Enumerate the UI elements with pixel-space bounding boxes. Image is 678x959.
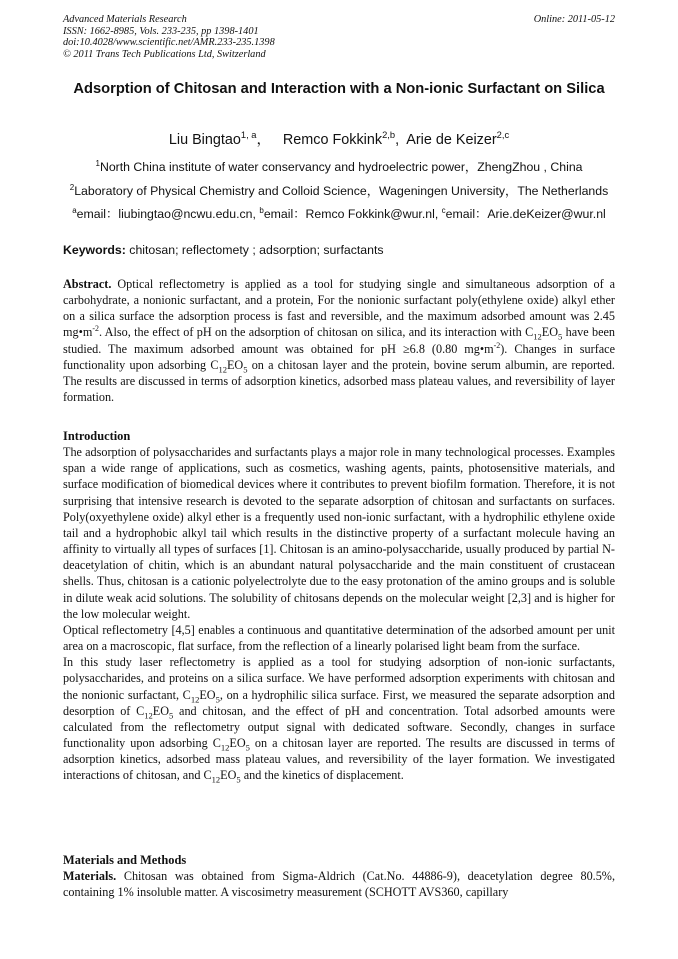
author-name: Liu Bingtao xyxy=(168,132,241,148)
author-name: Arie de Keizer xyxy=(406,132,497,148)
email-text: email：Remco Fokkink@wur.nl, xyxy=(263,207,442,221)
keywords xyxy=(63,243,615,258)
keywords-label: Keywords: xyxy=(63,243,126,257)
author-separator: ， xyxy=(256,132,271,148)
subscript: 5 xyxy=(236,774,241,785)
doi-line: doi:10.4028/www.scientific.net/AMR.233-235.1398 xyxy=(63,37,275,49)
subscript: 5 xyxy=(243,364,248,375)
paragraph-text: and chitosan, and the effect of pH and concentration. Total adsorbed amounts were calculated from the reflectometry output signal with dedicated software. Secondly, changes in surface functionality upon adsorbing C xyxy=(63,703,615,750)
introduction-section xyxy=(63,428,615,783)
paragraph-text: EO xyxy=(152,703,170,718)
paragraph-text: EO xyxy=(199,687,216,702)
affiliation xyxy=(63,184,615,199)
email-list xyxy=(63,207,615,222)
email-text: email：liubingtao@ncwu.edu.cn, xyxy=(76,207,260,221)
body-paragraph xyxy=(63,654,615,783)
abstract-text: EO xyxy=(541,325,558,340)
author-separator: , xyxy=(395,132,400,148)
author-affil-mark: 1, a xyxy=(240,130,257,141)
abstract-text: on a chitosan layer and the protein, bovine serum albumin, are reported. The results are discussed in terms of adsorption kinetics, adsorbed mass plateau values, and reversibility of layer formation. xyxy=(63,357,615,405)
subscript: 12 xyxy=(533,331,542,342)
affiliation xyxy=(63,160,615,175)
abstract-text: ). Changes in surface functionality upon adsorbing C xyxy=(63,341,615,372)
body-paragraph xyxy=(63,868,615,900)
journal-name: Advanced Materials Research xyxy=(63,14,187,25)
subscript: 5 xyxy=(558,331,563,342)
copyright-line: © 2011 Trans Tech Publications Ltd, Switzerland xyxy=(63,48,266,60)
author-affil-mark: 2,b xyxy=(382,130,396,141)
author-name: Remco Fokkink xyxy=(282,132,383,148)
subscript: 12 xyxy=(144,710,153,721)
body-paragraph: The adsorption of polysaccharides and surfactants plays a major role in many technological processes. Examples span a wide range of applications, such as cosmetics, washing agents, paints, photosensitive materials, and surface modification of biomedical devices where it contributes to prevent biofilm formation. Therefore, it is not surprising that intensive research is devoted to the separate adsorption of chitosan and surfactants on surfaces. Poly(oxyethylene oxide) alkyl ether is a frequently used non-ionic surfactant, with a hydrophilic ethylene oxide tail and a hydrophobic alkyl tail which results in the distinctive property of a surfactant molecule having an affinity to virtually all types of surfaces [1]. Chitosan is an amino-polysaccharide, usually produced by partial N-deacetylation of chitin, which is an abundant natural polysaccharide and the main constituent of crustacean shells. Thus, chitosan is a cationic polyelectrolyte due to the easy protonation of the amino groups and is soluble in dilute weak acid solutions. The solubility of chitosans depends on the molecular weight [2,3] and is higher for the low molecular weight. xyxy=(63,445,615,621)
email-mark: c xyxy=(441,205,446,215)
subsection-label: Materials. xyxy=(63,869,117,884)
paragraph-text: EO xyxy=(229,735,246,750)
paragraph-text: and the kinetics of displacement. xyxy=(240,768,404,783)
author-list xyxy=(63,131,615,149)
affiliation-mark: 1 xyxy=(95,158,100,168)
methods-section xyxy=(63,852,615,900)
section-heading: Materials and Methods xyxy=(63,853,187,867)
abstract-text: Optical reflectometry is applied as a tool for studying single and simultaneous adsorption of a carbohydrate, a nonionic surfactant, and a protein, For the nonionic surfactant poly(ethylene oxide) alkyl ether on a silica surface the adsorption process is fast and reversible, and the maximum adsorbed amount was 2.45 mg•m xyxy=(63,277,615,340)
paragraph-text: EO xyxy=(220,768,237,783)
journal-header xyxy=(63,14,615,60)
superscript: -2 xyxy=(92,324,99,334)
subscript: 12 xyxy=(190,693,200,704)
abstract-label: Abstract. xyxy=(63,277,112,291)
subscript: 5 xyxy=(169,710,174,721)
issn-line: ISSN: 1662-8985, Vols. 233-235, pp 1398-1401 xyxy=(63,25,259,37)
subscript: 12 xyxy=(211,774,221,785)
abstract-text: . Also, the effect of pH on the adsorption of chitosan on silica, and its interaction with C xyxy=(98,325,534,340)
affiliation-text: Laboratory of Physical Chemistry and Colloid Science，Wageningen University，The Netherlands xyxy=(74,184,609,198)
body-paragraph: Optical reflectometry [4,5] enables a continuous and quantitative determination of the adsorbed amount per unit area on a macroscopic, flat surface, from the reflection of a linearly polarised light beam from the surface. xyxy=(63,622,615,654)
subscript: 12 xyxy=(220,742,230,753)
abstract xyxy=(63,276,615,405)
email-mark: a xyxy=(72,205,77,215)
email-text: email：Arie.deKeizer@wur.nl xyxy=(445,207,606,221)
subscript: 12 xyxy=(218,364,227,375)
abstract-text: EO xyxy=(226,357,244,372)
keywords-text: chitosan; reflectomety ; adsorption; surfactants xyxy=(125,243,384,257)
online-date: Online: 2011-05-12 xyxy=(533,14,615,25)
abstract-text: have been studied. The maximum adsorbed amount was obtained for pH ≥6.8 (0.80 mg•m xyxy=(63,325,615,356)
paragraph-text: , on a hydrophilic silica surface. First, we measured the separate adsorption and desorption of C xyxy=(63,687,615,718)
affiliation-text: North China institute of water conservancy and hydroelectric power，ZhengZhou , China xyxy=(99,160,583,174)
abstract-paragraph xyxy=(63,276,615,405)
author-affil-mark: 2,c xyxy=(496,130,510,141)
paper-title: Adsorption of Chitosan and Interaction with a Non-ionic Surfactant on Silica xyxy=(73,81,605,97)
subscript: 5 xyxy=(215,693,220,704)
paragraph-text: on a chitosan layer are reported. The results are discussed in terms of adsorption kinetics, adsorbed mass plateau values, and reversibility of the layer formation. We investigated interactions of chitosan, and C xyxy=(63,735,615,783)
superscript: -2 xyxy=(493,340,501,350)
email-mark: b xyxy=(259,205,264,215)
paragraph-text: In this study laser reflectometry is applied as a tool for studying adsorption of non-ionic surfactants, polysaccharides, and proteins on a silica surface. We have performed adsorption experiments with chitosan and the nonionic surfactant, C xyxy=(63,655,615,702)
section-heading: Introduction xyxy=(63,429,131,443)
affiliation-mark: 2 xyxy=(69,182,75,192)
paragraph-text: Chitosan was obtained from Sigma-Aldrich (Cat.No. 44886-9), deacetylation degree 80.5%, containing 1% insoluble matter. A viscosimetry measurement (SCHOTT AVS360, capillary xyxy=(63,869,615,900)
subscript: 5 xyxy=(245,742,250,753)
